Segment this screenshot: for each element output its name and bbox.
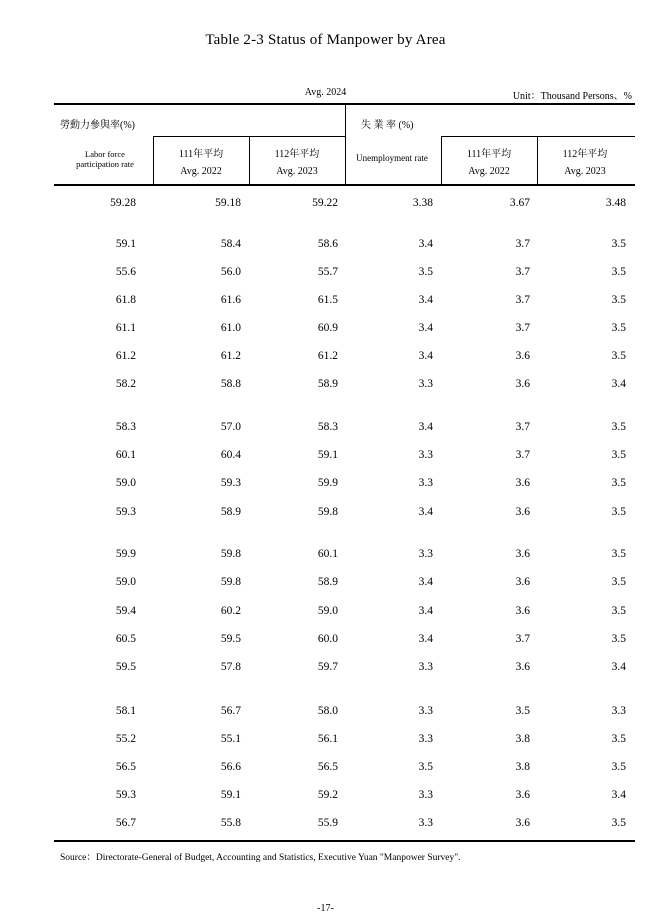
source-note: Source：Directorate-General of Budget, Accounting and Statistics, Executive Yuan "Manpower Survey". bbox=[60, 853, 461, 863]
table-cell: 56.7 bbox=[220, 705, 241, 717]
table-cell: 56.5 bbox=[317, 761, 338, 773]
table-cell: 59.8 bbox=[317, 506, 338, 518]
table-cell: 58.3 bbox=[115, 421, 136, 433]
unemp-sub-header: Unemployment rate bbox=[356, 153, 428, 163]
lfpr-group-header: 勞動力參與率(%) bbox=[60, 120, 135, 131]
table-cell: 3.6 bbox=[515, 506, 530, 518]
table-cell: 59.0 bbox=[317, 605, 338, 617]
table-cell: 3.4 bbox=[611, 661, 626, 673]
table-cell: 3.5 bbox=[611, 350, 626, 362]
table-cell: 55.9 bbox=[317, 817, 338, 829]
table-cell: 3.6 bbox=[515, 605, 530, 617]
table-cell: 3.4 bbox=[418, 322, 433, 334]
table-cell: 59.9 bbox=[115, 548, 136, 560]
table-cell: 59.8 bbox=[220, 576, 241, 588]
col-112-header-en: Avg. 2023 bbox=[276, 166, 318, 177]
table-cell: 58.4 bbox=[220, 238, 241, 250]
table-cell: 3.5 bbox=[611, 633, 626, 645]
table-cell: 3.3 bbox=[418, 789, 433, 801]
table-cell: 59.3 bbox=[220, 477, 241, 489]
table-cell: 3.4 bbox=[611, 789, 626, 801]
table-cell: 3.3 bbox=[418, 378, 433, 390]
table-cell: 3.3 bbox=[418, 449, 433, 461]
table-cell: 61.2 bbox=[220, 350, 241, 362]
table-cell: 61.5 bbox=[317, 294, 338, 306]
bottom-rule bbox=[54, 840, 635, 842]
table-cell: 61.6 bbox=[220, 294, 241, 306]
table-cell: 3.5 bbox=[611, 421, 626, 433]
table-cell: 3.7 bbox=[515, 449, 530, 461]
table-cell: 3.5 bbox=[611, 266, 626, 278]
table-cell: 3.4 bbox=[418, 506, 433, 518]
table-cell: 60.1 bbox=[317, 548, 338, 560]
table-cell: 55.8 bbox=[220, 817, 241, 829]
table-cell: 61.2 bbox=[115, 350, 136, 362]
header-divider bbox=[537, 136, 538, 185]
table-cell: 58.2 bbox=[115, 378, 136, 390]
table-cell: 56.5 bbox=[115, 761, 136, 773]
table-cell: 3.3 bbox=[418, 817, 433, 829]
table-cell: 60.0 bbox=[317, 633, 338, 645]
table-cell: 57.8 bbox=[220, 661, 241, 673]
table-cell: 55.2 bbox=[115, 733, 136, 745]
table-cell: 3.4 bbox=[418, 421, 433, 433]
table-cell: 3.5 bbox=[515, 705, 530, 717]
table-cell: 57.0 bbox=[220, 421, 241, 433]
table-cell: 3.3 bbox=[418, 548, 433, 560]
table-cell: 56.7 bbox=[115, 817, 136, 829]
table-cell: 3.4 bbox=[418, 633, 433, 645]
table-cell: 3.3 bbox=[418, 705, 433, 717]
table-cell: 59.22 bbox=[312, 197, 338, 209]
lfpr-sub-header: Labor force participation rate bbox=[76, 149, 134, 169]
table-cell: 3.5 bbox=[611, 294, 626, 306]
col-112-header: 112年平均 bbox=[562, 149, 608, 160]
table-cell: 56.6 bbox=[220, 761, 241, 773]
table-cell: 56.1 bbox=[317, 733, 338, 745]
unemp-group-header: 失 業 率 (%) bbox=[361, 120, 414, 131]
table-cell: 59.4 bbox=[115, 605, 136, 617]
table-cell: 59.5 bbox=[220, 633, 241, 645]
table-cell: 3.7 bbox=[515, 266, 530, 278]
table-cell: 3.5 bbox=[418, 266, 433, 278]
table-cell: 56.0 bbox=[220, 266, 241, 278]
col-111-header: 111年平均 bbox=[178, 149, 224, 160]
table-cell: 59.0 bbox=[115, 477, 136, 489]
table-cell: 3.7 bbox=[515, 238, 530, 250]
period-label: Avg. 2024 bbox=[304, 87, 347, 98]
table-cell: 58.9 bbox=[317, 378, 338, 390]
table-cell: 58.9 bbox=[220, 506, 241, 518]
header-divider bbox=[249, 136, 250, 185]
table-cell: 3.5 bbox=[611, 817, 626, 829]
header-rule-partial-right bbox=[441, 136, 635, 137]
table-cell: 61.0 bbox=[220, 322, 241, 334]
table-cell: 3.5 bbox=[611, 605, 626, 617]
table-cell: 3.4 bbox=[418, 350, 433, 362]
table-cell: 3.6 bbox=[515, 789, 530, 801]
table-cell: 60.2 bbox=[220, 605, 241, 617]
table-cell: 3.7 bbox=[515, 294, 530, 306]
unit-label: Unit：Thousand Persons、% bbox=[512, 91, 632, 102]
col-112-header-en: Avg. 2023 bbox=[564, 166, 606, 177]
table-cell: 3.8 bbox=[515, 761, 530, 773]
table-cell: 3.5 bbox=[611, 477, 626, 489]
table-cell: 58.8 bbox=[220, 378, 241, 390]
page-number: -17- bbox=[317, 903, 334, 914]
table-cell: 59.3 bbox=[115, 789, 136, 801]
header-divider bbox=[345, 105, 346, 185]
table-cell: 3.5 bbox=[418, 761, 433, 773]
table-cell: 55.7 bbox=[317, 266, 338, 278]
col-111-header-en: Avg. 2022 bbox=[180, 166, 222, 177]
table-cell: 3.6 bbox=[515, 817, 530, 829]
table-cell: 3.5 bbox=[611, 506, 626, 518]
table-cell: 60.9 bbox=[317, 322, 338, 334]
table-cell: 3.3 bbox=[418, 477, 433, 489]
table-cell: 59.9 bbox=[317, 477, 338, 489]
table-cell: 61.1 bbox=[115, 322, 136, 334]
table-cell: 3.6 bbox=[515, 477, 530, 489]
table-cell: 59.2 bbox=[317, 789, 338, 801]
header-divider bbox=[153, 136, 154, 185]
table-cell: 59.0 bbox=[115, 576, 136, 588]
table-cell: 59.18 bbox=[215, 197, 241, 209]
header-divider bbox=[441, 136, 442, 185]
table-cell: 59.5 bbox=[115, 661, 136, 673]
table-cell: 3.4 bbox=[418, 576, 433, 588]
table-cell: 3.5 bbox=[611, 576, 626, 588]
table-cell: 3.38 bbox=[412, 197, 433, 209]
table-cell: 3.5 bbox=[611, 238, 626, 250]
table-cell: 3.3 bbox=[418, 661, 433, 673]
table-cell: 3.5 bbox=[611, 733, 626, 745]
table-cell: 3.7 bbox=[515, 421, 530, 433]
table-cell: 58.3 bbox=[317, 421, 338, 433]
table-cell: 55.6 bbox=[115, 266, 136, 278]
table-cell: 59.1 bbox=[115, 238, 136, 250]
table-cell: 3.4 bbox=[418, 294, 433, 306]
table-cell: 58.0 bbox=[317, 705, 338, 717]
table-cell: 3.5 bbox=[611, 449, 626, 461]
table-cell: 59.1 bbox=[220, 789, 241, 801]
table-cell: 59.3 bbox=[115, 506, 136, 518]
table-cell: 3.6 bbox=[515, 661, 530, 673]
table-cell: 58.9 bbox=[317, 576, 338, 588]
table-cell: 60.5 bbox=[115, 633, 136, 645]
table-title: Table 2-3 Status of Manpower by Area bbox=[205, 32, 446, 48]
table-cell: 59.7 bbox=[317, 661, 338, 673]
table-cell: 3.3 bbox=[418, 733, 433, 745]
table-cell: 3.6 bbox=[515, 576, 530, 588]
table-cell: 59.28 bbox=[110, 197, 136, 209]
table-cell: 58.1 bbox=[115, 705, 136, 717]
col-111-header: 111年平均 bbox=[466, 149, 512, 160]
table-cell: 60.4 bbox=[220, 449, 241, 461]
table-cell: 3.6 bbox=[515, 350, 530, 362]
table-cell: 3.6 bbox=[515, 378, 530, 390]
table-cell: 3.4 bbox=[611, 378, 626, 390]
col-111-header-en: Avg. 2022 bbox=[468, 166, 510, 177]
table-cell: 59.8 bbox=[220, 548, 241, 560]
table-cell: 3.4 bbox=[418, 605, 433, 617]
table-cell: 3.5 bbox=[611, 548, 626, 560]
table-cell: 3.48 bbox=[605, 197, 626, 209]
table-cell: 3.67 bbox=[509, 197, 530, 209]
table-cell: 3.6 bbox=[515, 548, 530, 560]
table-cell: 3.8 bbox=[515, 733, 530, 745]
table-cell: 3.7 bbox=[515, 322, 530, 334]
table-cell: 3.5 bbox=[611, 322, 626, 334]
table-cell: 3.3 bbox=[611, 705, 626, 717]
table-cell: 55.1 bbox=[220, 733, 241, 745]
col-112-header: 112年平均 bbox=[274, 149, 320, 160]
table-cell: 3.4 bbox=[418, 238, 433, 250]
table-cell: 3.5 bbox=[611, 761, 626, 773]
table-cell: 58.6 bbox=[317, 238, 338, 250]
table-cell: 61.8 bbox=[115, 294, 136, 306]
table-cell: 61.2 bbox=[317, 350, 338, 362]
table-cell: 60.1 bbox=[115, 449, 136, 461]
table-cell: 3.7 bbox=[515, 633, 530, 645]
table-cell: 59.1 bbox=[317, 449, 338, 461]
